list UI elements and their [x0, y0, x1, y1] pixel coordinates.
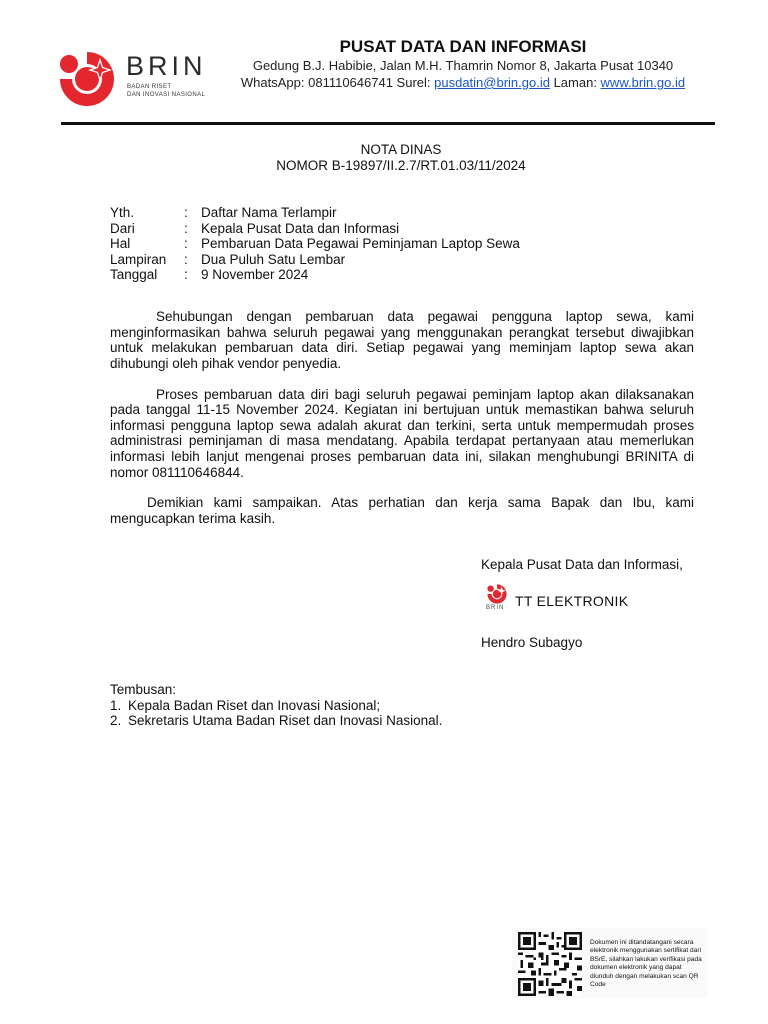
signatory-title: Kepala Pusat Data dan Informasi, — [481, 557, 683, 572]
cc-heading: Tembusan: — [110, 682, 177, 697]
org-title: PUSAT DATA DAN INFORMASI — [339, 37, 587, 56]
cc-item — [110, 713, 442, 729]
letter-body — [110, 309, 694, 542]
field-value: 9 November 2024 — [201, 267, 309, 282]
brin-emblem-small-icon — [486, 583, 508, 605]
document-number: NOMOR B-19897/II.2.7/RT.01.03/11/2024 — [276, 158, 526, 173]
brin-emblem-icon — [56, 48, 118, 110]
field-colon: : — [184, 220, 188, 236]
field-value: Kepala Pusat Data dan Informasi — [201, 220, 400, 236]
cc-item-text: Sekretaris Utama Badan Riset dan Inovasi Nasional. — [128, 713, 443, 728]
brin-logo — [56, 48, 212, 108]
logo-subtitle-line1: BADAN RISET — [127, 84, 172, 90]
signature-label: TT ELEKTRONIK — [515, 593, 629, 609]
field-label: Yth. — [110, 205, 135, 220]
body-paragraph-closing: Demikian kami sampaikan. Atas perhatian dan kerja sama Bapak dan Ibu, kami mengucapkan terima kasih. — [110, 495, 694, 526]
cc-item — [110, 698, 442, 714]
org-contact — [232, 75, 694, 90]
website-link[interactable]: www.brin.go.id — [600, 75, 686, 90]
cc-item-number: 1. — [110, 697, 122, 713]
field-value: Daftar Nama Terlampir — [201, 205, 337, 220]
signature-brand: BRIN — [486, 605, 505, 611]
verification-note: Dokumen ini ditandatangani secara elektronik menggunakan sertifikat dari BSrE, silahkan lakukan verifikasi pada dokumen elektronik yang dapat diunduh dengan melakukan scan QR Code — [590, 939, 702, 989]
field-colon: : — [184, 236, 188, 251]
carbon-copy-list — [110, 682, 442, 729]
email-link[interactable]: pusdatin@brin.go.id — [434, 75, 550, 90]
body-paragraph-1: Sehubungan dengan pembaruan data pegawai pengguna laptop sewa, kami menginformasikan bahwa seluruh pegawai yang menggunakan perangkat tersebut diwajibkan untuk melakukan pembaruan data diri. Setiap pegawai yang meminjam laptop sewa akan dihubungi oleh pihak vendor penyedia. — [110, 309, 694, 371]
cc-item-number: 2. — [110, 713, 122, 728]
whatsapp-label: WhatsApp: 081110646741 Surel: — [240, 75, 435, 90]
verification-footer — [512, 928, 708, 998]
field-colon: : — [184, 267, 188, 282]
field-label: Hal — [110, 236, 131, 251]
field-value: Dua Puluh Satu Lembar — [201, 251, 346, 267]
logo-wordmark: BRIN — [126, 51, 207, 81]
field-colon: : — [184, 251, 188, 267]
field-label: Tanggal — [110, 267, 158, 282]
field-colon: : — [184, 205, 188, 220]
letterhead-divider — [61, 122, 715, 125]
web-label: Laman: — [549, 75, 601, 90]
qr-code-icon[interactable] — [518, 932, 582, 996]
field-label: Dari — [110, 220, 135, 236]
electronic-signature-mark — [486, 583, 646, 617]
body-paragraph-2: Proses pembaruan data diri bagi seluruh pegawai peminjam laptop akan dilaksanakan pada tanggal 11-15 November 2024. Kegiatan ini bertujuan untuk memastikan bahwa seluruh informasi pengguna laptop sewa adalah akurat dan terkini, serta untuk mempermudah proses administrasi peminjaman di masa mendatang. Apabila terdapat pertanyaan atau memerlukan informasi lebih lanjut mengenai proses pembaruan data ini, silakan menghubungi BRINITA di nomor 081110646844. — [110, 386, 694, 480]
field-value: Pembaruan Data Pegawai Peminjaman Laptop Sewa — [201, 236, 520, 251]
signatory-name: Hendro Subagyo — [481, 635, 583, 650]
cc-item-text: Kepala Badan Riset dan Inovasi Nasional; — [128, 697, 381, 713]
document-type: NOTA DINAS — [360, 142, 442, 157]
field-label: Lampiran — [110, 251, 167, 267]
org-address: Gedung B.J. Habibie, Jalan M.H. Thamrin Nomor 8, Jakarta Pusat 10340 — [252, 58, 674, 73]
logo-subtitle-line2: DAN INOVASI NASIONAL — [127, 92, 206, 98]
